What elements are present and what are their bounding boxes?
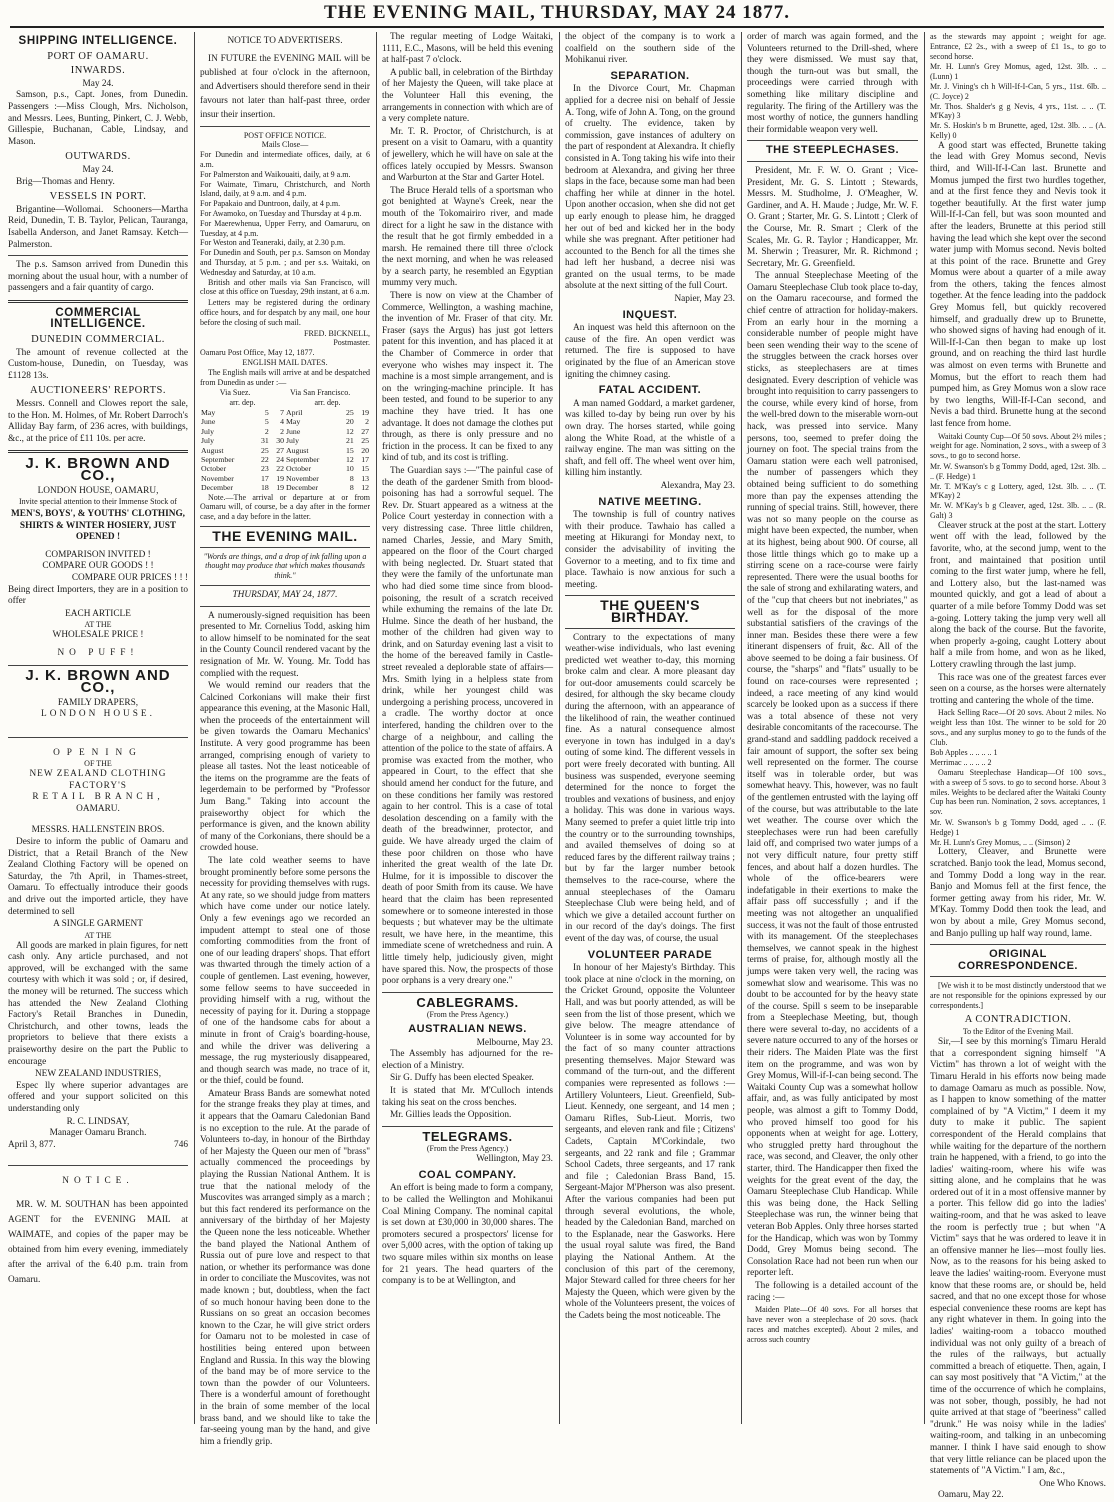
mail-dates-cell: 25 bbox=[361, 436, 369, 446]
shipping-heading: SHIPPING INTELLIGENCE. bbox=[18, 35, 178, 47]
mail-dates-cell: June bbox=[201, 417, 216, 427]
notice-heading: NOTICE. bbox=[62, 1176, 134, 1187]
mail-dates-cell: 15 bbox=[346, 445, 354, 455]
inwards-heading: INWARDS. bbox=[70, 65, 126, 77]
mail-dates-cell: 19 bbox=[361, 407, 369, 417]
mail-dates-cell: 30 bbox=[276, 436, 284, 446]
article-rugs: The late cold weather seems to have brought prominently before some persons the necessity for providing themselves with rugs. At any rate, so we should judge from matters which have come under our notice lately. Only a few evenings ago we recorded an impudent attempt to steal one of those comforting commodities from the front of one of our leading drapers' shops. That effort was thwarted through the timely action of a couple of gentlemen. Last evening, however, some fellow seems to have succeeded in providing himself with a rug, without the necessity of paying for it. During a stoppage of one of the handsome cabs for about a minute in front of Craig's boarding-house, and while the driver was delivering a message, the rug mysteriously disappeared, and though search was made, no trace of it, or the thief, could be found. bbox=[200, 856, 370, 1087]
kb-invite: Invite special attention to their Immense Stock of bbox=[19, 497, 177, 507]
fatal-accident-text: A man named Goddard, a market gardener, was killed to-day by being run over by his own dray. The horses started, while going along the White Road, at the whistle of a railway engine. The man was sitting on the shaft, and fell off. The wheel went over him, killing him instantly. bbox=[565, 398, 735, 479]
outwards-text: Brig—Thomas and Henry. bbox=[16, 176, 115, 187]
mail-dates-cell: 25 bbox=[346, 407, 354, 417]
column-3 bbox=[382, 32, 553, 1424]
contradiction-signature: One Who Knows. bbox=[1039, 1478, 1106, 1489]
mail-dates-row bbox=[200, 436, 370, 445]
article-washing-machine: There is now on view at the Chamber of Commerce, Wellington, a washing machine, the invention of Mr. Fraser of that city. Mr. Fraser (says the Argus) has just got letters patent for this invention, and has placed it at the Chamber of Commerce in order that everyone who wishes may inspect it. The machine is a most simple arrangement, and is on the wringing-machine principle. It has been tested, and found to be superior to any machine they have tried. It has one advantage. It does not damage the clothes put through, as there is only pressure and no friction in the process. It can be fixed to any kind of tub, and its cost is trifling. bbox=[382, 291, 553, 464]
waitaki-race-report: Cleaver struck at the post at the start. Lottery went off with the lead, followed by the favorite, who, at the second jump, went to the front, and maintained that position until coming to the first water jump, where he fell, and Lottery also, but the last-named was mounted quickly, and got a lead of about a quarter of a mile before Tommy Dodd was set a-going. Lottery taking the jump very well all along the back of the course. But the favorite, when properly a-going, caught Lottery about half a mile from home, and won as he liked, Lottery crawling through the last jump. bbox=[930, 520, 1106, 670]
mail-dates-cell: September bbox=[201, 454, 235, 464]
column-4 bbox=[565, 32, 735, 1424]
post-line: For Dunedin and intermediate offices, daily, at 6 a.m. bbox=[200, 150, 370, 169]
inquest-text: An inquest was held this afternoon on the cause of the fire. An open verdict was returned. The fire is supposed to have originated by the flue of an American stove igniting the chimney casing. bbox=[565, 323, 735, 380]
race-entry: Mr. T. M'Kay's c g Lottery, aged, 12st. 3lb. .. .. (T. M'Kay) 2 bbox=[930, 481, 1106, 501]
telegrams-date: Wellington, May 23. bbox=[476, 1154, 553, 1165]
race-entry: Mr. W. M'Kay's b g Cleaver, aged, 12st. 3lb. .. .. (R. Galt) 3 bbox=[930, 501, 1106, 520]
contradiction-date: Oamaru, May 22. bbox=[938, 1490, 1004, 1501]
mail-dates-cell: April bbox=[285, 407, 303, 417]
telegrams-heading: TELEGRAMS. bbox=[422, 1128, 513, 1144]
post-date: Oamaru Post Office, May 12, 1877. bbox=[200, 348, 315, 358]
telegrams-sub: (From the Press Agency.) bbox=[426, 1144, 509, 1154]
dateline: THURSDAY, MAY 24, 1877. bbox=[232, 589, 338, 600]
mail-dates-cell: August bbox=[201, 445, 224, 455]
outwards-date: May 24. bbox=[82, 164, 114, 175]
kb2-brand: J. K. BROWN AND CO., bbox=[25, 667, 171, 696]
article-guardian: The Guardian says :—"The painful case of the death of the gardener Smith from blood-poisoning has had a sorrowful sequel. The Rev. Dr. Stuart appeared as a witness at the Police Court yesterday in connection with a very distressing case. Three little children, named Charles, Jessie, and Mary Smith, appeared on the floor of the Court charged with being neglected. Dr. Stuart stated that they were the family of the unfortunate man who had died some time since from blood-poisoning, the result of a scratch received while exhuming the remains of the late Dr. Hulme. Since the death of her husband, the mother of the children had given way to drink, and on Saturday evening last a visit to the home of the bereaved family in Castle-street revealed a deplorable state of affairs—Mrs. Smith lying in a helpless state from drink, while her youngest child was undergoing a perishing process, uncovered in a cradle. The worthy doctor at once interfered, handing the children over to the charge of a neighbour, and calling the attention of the police to the state of affairs. A promise was exacted from the mother, who appeared in Court, to the effect that she should amend her conduct for the future, and on these conditions her family was restored again to her control. This is a case of total desolation descending on a family with the death of the breadwinner, protector, and guide. We have already urged the claim of these poor children on those who have inherited the great wealth of the late Dr. Hulme, for it is impossible to discover the death of poor Smith from its cause. We have heard that the claim has been represented somewhere or to someone interested in those bequests ; but whatever may be the ultimate result, we have here, in the meantime, this immediate scene of wretchedness and ruin. A little timely help, judiciously given, might have spared this. Now, the prospects of those poor orphans is a very dreary one." bbox=[382, 465, 553, 987]
post-line: For Dunedin and South, per p.s. Samson on Monday and Thursday, at 5 p.m. ; and per s.s. Waitaki, on Wednesday and Saturday, at 10 a.m. bbox=[200, 248, 370, 277]
mail-dates-cell: 15 bbox=[361, 464, 369, 474]
auctioneers-heading: AUCTIONEERS' REPORTS. bbox=[29, 385, 167, 397]
mail-dates-cell: 8 bbox=[349, 483, 354, 493]
arr-dep-label: arr. dep. bbox=[229, 398, 256, 408]
australian-news-heading: AUSTRALIAN NEWS. bbox=[408, 1023, 527, 1036]
mail-dates-cell: June bbox=[285, 426, 301, 436]
queens-birthday-heading: THE QUEEN'S BIRTHDAY. bbox=[600, 597, 700, 625]
kb-stock: MEN'S, BOYS', & YOUTHS' CLOTHING, SHIRTS & WINTER HOSIERY, JUST OPENED ! bbox=[11, 508, 185, 543]
mail-dates-cell: 5 bbox=[264, 417, 269, 427]
mail-dates-row bbox=[200, 474, 370, 483]
mail-dates-cell: 17 bbox=[261, 473, 269, 483]
kb-comparison: COMPARISON INVITED ! bbox=[45, 549, 151, 560]
mail-dates-cell: October bbox=[285, 464, 312, 474]
steeplechase-handicap: Oamaru Steeplechase Handicap—Of 100 sovs., with a sweep of 5 sovs. to go to second horse. About 3 miles. Weights to be declared after the Waitaki County Cup has been run. Nomination, 2 sovs. acceptances, 1 sov. bbox=[930, 768, 1106, 817]
nz-date: April 3, 877. bbox=[8, 1139, 56, 1150]
column-5 bbox=[747, 32, 918, 1424]
column-rule bbox=[376, 32, 377, 1424]
mail-dates-cell: 21 bbox=[346, 436, 354, 446]
nz-messrs: MESSRS. HALLENSTEIN BROS. bbox=[31, 825, 165, 836]
mail-dates-cell: 22 bbox=[276, 464, 284, 474]
post-line: For Papakaio and Duntroon, daily, at 4 p.m. bbox=[200, 199, 341, 209]
mail-dates-cell: May bbox=[201, 407, 216, 417]
mail-dates-cell: December bbox=[285, 483, 319, 493]
steeplechases-heading: THE STEEPLECHASES. bbox=[765, 144, 900, 157]
nz-name: NEW ZEALAND CLOTHING FACTORY'S bbox=[29, 769, 167, 791]
nz-single-garment: A SINGLE GARMENT bbox=[53, 919, 143, 930]
mail-dates-cell: July bbox=[285, 436, 299, 446]
queens-birthday-text: Contrary to the expectations of many weather-wise individuals, who last evening predicted wet weather to-day, this morning broke calm and clear. A more pleasant day for out-door amusements could scarcely be desired, for although the sky became cloudy during the afternoon, with an appearance of the likelihood of rain, the weather continued fine. As a natural consequence almost everyone in town has indulged in a day's outing of some kind. The different vessels in port were freely decorated with bunting. All business was suspended, everyone seeming determined for the nonce to forget the troubles and vexations of business, and enjoy a holiday. This was done in various ways. Many seemed to prefer a quiet little trip into the country or to the surrounding townships, and availed themselves of doing so at reduced fares by the different railway trains ; but by far the larger number betook themselves to the race-course, where the annual steeplechases of the Oamaru Steeplechase Club were being held, and of which we give a detailed account further on in our record of the day's doings. The first event of the day was, of course, the usual bbox=[565, 632, 735, 944]
article-sportsman: The Bruce Herald tells of a sportsman who got benighted at Wayne's Creek, near the mouth of the Tokomairiro river, and made direct for a light he saw in the distance with the result that he got firmly embedded in a marsh. He remained there till three o'clock the next morning, and when he was released by a search party, he resembled an Egyptian mummy very much. bbox=[382, 185, 553, 289]
mail-dates-row bbox=[200, 455, 370, 464]
column-rule bbox=[924, 32, 925, 1424]
mail-dates-cell: August bbox=[285, 445, 309, 455]
english-mail-note: Note.—The arrival or departure at or from Oamaru will, of course, be a day after in the former case, and a day before in the latter. bbox=[200, 492, 370, 522]
mail-dates-cell: 23 bbox=[261, 464, 269, 474]
inquest-date: Napier, May 23. bbox=[674, 294, 735, 305]
column-1 bbox=[8, 32, 188, 1424]
vessels-heading: VESSELS IN PORT. bbox=[49, 191, 147, 203]
mail-dates-cell: 12 bbox=[346, 454, 354, 464]
cablegrams-sub: (From the Press Agency.) bbox=[426, 1010, 509, 1020]
mail-dates-row bbox=[200, 464, 370, 473]
mail-dates-cell: July bbox=[201, 426, 214, 436]
native-meeting-date: Alexandra, May 23. bbox=[660, 480, 735, 491]
contradiction-to: To the Editor of the Evening Mail. bbox=[962, 1027, 1074, 1037]
mail-dates-cell: September bbox=[285, 454, 320, 464]
waitaki-cup: Waitaki County Cup—Of 50 sovs. About 2½ miles ; weight for age. Nomination, 2 sovs., with a sweep of 3 sovs., to go to second horse. bbox=[930, 431, 1106, 461]
aus-text1: The Assembly has adjourned for the re-election of a Ministry. bbox=[382, 1049, 553, 1071]
article-brass-band: Amateur Brass Bands are somewhat noted for the strange freaks they play at times, and it appears that the Oamaru Caledonian Band is no exception to the rule. At the parade of Volunteers to-day, in honour of the Birthday of her Majesty the Queen our men of "brass" actually commenced the proceedings by playing the Russian National Anthem. It is true that the national melody of the Muscovites was arranged simply as a march ; but this fact rendered its performance on the anniversary of the birthday of her Majesty the Queen none the less noticeable. Whether the band played the National Anthem of Russia out of pure love and respect to that nation, or whether its performance was done in order to conciliate the Muscovites, was not made known ; but, doubtless, when the fact of so much honour having been done to the Russians on so great an occasion becomes known to the Czar, he will give strict orders for Oamaru not to be molested in case of hostilities being entered upon between England and Russia. In this way the blowing of the band may be of more service to the town than the powder of our Volunteers. There is a wonderful amount of forethought in the brain of some member of the local brass band, and we should like to take the far-seeing young man by the hand, and give him a friendly grip. bbox=[200, 1088, 370, 1447]
race-entry: Mr. S. Hoskin's b m Brunette, aged, 12st. 3lb. .. .. (A. Kelly) 0 bbox=[930, 121, 1106, 140]
column-rule bbox=[741, 32, 742, 1424]
nz-signature: R. C. LINDSAY, bbox=[66, 1116, 130, 1127]
mail-dates-cell: December bbox=[201, 483, 234, 493]
post-line: For Waimate, Timaru, Christchurch, and North Island, daily, at 9 a.m. and 4 p.m. bbox=[200, 179, 370, 199]
kb-importers: Being direct Importers, they are in a position to offer bbox=[8, 584, 188, 607]
mail-dates-cell: 13 bbox=[361, 473, 369, 483]
kb-house: LONDON HOUSE, OAMARU, bbox=[37, 485, 159, 496]
race-entry: Mr. W. Swanson's b g Tommy Dodd, aged, 12st. 3lb. .. .. (F. Hedge) 1 bbox=[930, 462, 1106, 481]
volunteer-continued: order of march was again formed, and the Volunteers returned to the Drill-shed, where they were dismissed. We must say that, though the turn-out was but small, the proceedings were carried through with something like military discipline and regularity. The firing of the Artillery was the most worthy of notice, the gunners handling their formidable weapon very well. bbox=[747, 32, 918, 135]
mail-dates-row bbox=[200, 483, 370, 492]
coal-text: An effort is being made to form a company, to be called the Wellington and Mohikanui Coal Mining Company. The nominal capital is set down at £30,000 in 30,000 shares. The promoters secured a prospectors' license for over 5,000 acres, with the option of taking up two square miles within six months on lease for 21 years. The head quarters of the company is to be at Wellington, and bbox=[382, 1183, 553, 1287]
mail-dates-row bbox=[200, 446, 370, 455]
nz-signature-title: Manager Oamaru Branch. bbox=[49, 1128, 147, 1139]
race-entry: Mr. H. Lunn's Grey Momus, .. .. (Simson) 2 bbox=[930, 837, 1071, 847]
kb-wholesale: WHOLESALE PRICE ! bbox=[52, 630, 144, 641]
mail-dates-cell: 4 bbox=[280, 417, 284, 427]
post-text2: British and other mails via San Francisco, will close at this office on Tuesday, 29th instant, at 6 a.m. bbox=[200, 277, 370, 297]
race-entry: Merrimac .. .. .. .. 2 bbox=[930, 758, 992, 768]
post-line: For Maerewhenua, Upper Ferry, and Oamaruru, on Tuesday, at 4 p.m. bbox=[200, 218, 370, 238]
post-text3: Letters may be registered during the ordinary office hours, and for despatch by any mail, one hour before the closing of such mail. bbox=[200, 298, 370, 327]
column-6 bbox=[930, 32, 1106, 1501]
mail-dates-cell: 25 bbox=[261, 445, 269, 455]
nz-text3: Espec lly where superior advantages are offered and your support solicited on this understanding only bbox=[8, 1080, 188, 1114]
post-signature: FRED. BICKNELL, bbox=[304, 328, 370, 338]
steeplechase-text: The annual Steeplechase Meeting of the Oamaru Steeplechase Club took place to-day, on the Oamaru racecourse, and formed the chief centre of attraction for holiday-makers. From an early hour in the morning a considerable number of people might have been seen wending their way to the scene of the struggles between the crack horses over sticks, as steeplechasers are at times designated. Every description of vehicle was brought into requisition to carry passengers to the course, while every kind of horse, from the well-bred down to the miserable worn-out hack, was pressed into service. Many persons, too, seemed to prefer doing the journey on foot. The special trains from the Oamaru station were each well patronised, the number of passengers which they obtained being sufficient to do something more than pay the expenses attending the running of special trains. Still, however, there was not so many people on the course as might have been expected, the number, when at its highest, being about 900. Of course, all those little things which go to make up a stirring scene on a race-course were fairly represented. There were the usual booths for the sale of strong and exhilarating waters, and of the "cup that cheers but not inebriates," as well as for the disposal of the more substantial satisfiers of the cravings of the inner man. Besides these there were a few itinerant dispensers of fruit, &c. All of the above seemed to be doing a fair business. Of course, the "sharps" and "flats" usually to be found on race-courses were represented ; indeed, a race meeting of any kind would scarcely be looked upon as a success if there was a total absence of these not very desirable concomitants of the racecourse. The grand-stand and saddling paddock received a fair amount of support, the softer sex being well represented on the former. The course itself was in tolerable order, but was somewhat heavy. This, however, was no fault of the gentlemen entrusted with the laying off of the course, but was attributable to the late wet weather. The course over which the steeplechases were run had been carefully laid off, and comprised two water jumps of a not very difficult nature, four pretty stiff fences, and about half a dozen hurdles. The whole of the office-bearers were indefatigable in their exertions to make the affair pass off successfully ; and if the meeting was not altogether an unqualified success, it was not the fault of those entrusted with its management. Of the steeplechases themselves, we cannot speak in the highest terms of praise, for, although mostly all the jumps were taken very well, the racing was somewhat slow and wearisome. This was no doubt to be accounted for by the heavy state of the course. Spill s seem to be inseparable from a Steeplechase Meeting, but, though there were several to-day, no accidents of a severe nature occurred to any of the horses or their riders. The Maiden Plate was the first item on the programme, and was won by Grey Momus, Will-if-I-can being second. The Waitaki County Cup was a somewhat hollow affair, and, as was fully anticipated by most people, was almost a gift to Tommy Dodd, who proved himself too good for his opponents when at weight for age. Lottery, who struggled pretty hard throughout the race, was second, and Cleaver, the only other starter, third. The Handicapper then fixed the weights for the great event of the day, the Oamaru Steeplechase Club Handicap. While this was being done, the Hack Selling Steeplechase was run, the winner being that veteran Bob Apples. Only three horses started for the Handicap, which was won by Tommy Dodd, Grey Momus being second. The Consolation Race had not been run when our reporter left. bbox=[747, 271, 918, 1279]
kb-no-puff: NO PUFF! bbox=[57, 647, 139, 658]
correspondence-heading: ORIGINAL CORRESPONDENCE. bbox=[958, 948, 1078, 972]
mail-dates-cell: 27 bbox=[361, 426, 369, 436]
volunteer-parade-heading: VOLUNTEER PARADE bbox=[587, 948, 713, 961]
column-rule bbox=[559, 32, 560, 1424]
mail-dates-row bbox=[200, 408, 370, 417]
mail-dates-cell: 7 bbox=[280, 407, 284, 417]
samson-text: The p.s. Samson arrived from Dunedin this morning about the usual hour, with a number of passengers and a fair quantity of cargo. bbox=[8, 260, 188, 294]
masthead-title: THE EVENING MAIL, THURSDAY, MAY 24 1877. bbox=[324, 2, 790, 23]
separation-heading: SEPARATION. bbox=[610, 69, 690, 82]
nz-at-the: AT THE bbox=[84, 930, 112, 940]
mail-dates-cell: 20 bbox=[346, 417, 354, 427]
article-todd: A numerously-signed requisition has been presented to Mr. Cornelius Todd, asking him to allow himself to be nominated for the seat in the County Council rendered vacant by the resignation of Mr. W. Young. Mr. Todd has complied with the request. bbox=[200, 610, 370, 679]
race-entry: Mr. W. Swanson's b g Tommy Dodd, aged .. .. (F. Hedge) 1 bbox=[930, 818, 1106, 837]
native-meeting-heading: NATIVE MEETING. bbox=[598, 495, 702, 508]
maiden-entries bbox=[930, 62, 1106, 140]
arr-dep-label: arr. dep. bbox=[314, 398, 341, 408]
mail-dates-cell: October bbox=[201, 464, 227, 474]
kb2-drapers: FAMILY DRAPERS, bbox=[57, 697, 139, 708]
post-line: For Palmerston and Waikouaiti, daily, at 9 a.m. bbox=[200, 169, 351, 179]
post-office-sub: Mails Close— bbox=[261, 140, 309, 150]
article-lodge: The regular meeting of Lodge Waitaki, 1111, E.C., Masons, will be held this evening at half-past 7 o'clock. bbox=[382, 32, 553, 66]
steeplechase-detailed: The following is a detailed account of the racing :— bbox=[747, 1280, 918, 1303]
mail-dates-cell: 2 bbox=[365, 417, 369, 427]
post-line: For Weston and Teaneraki, daily, at 2.30 p.m. bbox=[200, 238, 346, 248]
mail-dates-table bbox=[200, 408, 370, 493]
handicap-entries bbox=[930, 818, 1106, 847]
mail-dates-cell: May bbox=[285, 417, 301, 427]
native-meeting-text: The township is full of country natives with their produce. Tawhaio has called a meeting at Hikurangi for Monday next, to consider the advisability of inviting the Governor to a meeting, and to fix time and place. Tawhaio is now anxious for such a meeting. bbox=[565, 510, 735, 590]
motto: "Words are things, and a drop of ink falling upon a thought may produce that which makes thousands think." bbox=[203, 551, 367, 581]
mail-dates-cell: 18 bbox=[261, 483, 269, 493]
waitaki-race-report-2: This race was one of the greatest farces ever seen on a course, as the horses were alternately trotting and cantering the whole of the time. bbox=[930, 672, 1106, 706]
waitaki-entries bbox=[930, 462, 1106, 521]
nz-text2: All goods are marked in plain figures, for nett cash only. Any article purchased, and not approved, will be exchanged with the same courtesy with which it was sold ; or, if desired, the money will be returned. The success which has attended the New Zealand Clothing Factory's Retail Branches in Dunedin, Christchurch, and other towns, leads the proprietors to believe that there exists a praiseworthy desire on the part the Public to encourage bbox=[8, 940, 188, 1067]
mail-dates-cell: 22 bbox=[261, 454, 269, 464]
notice-text: MR. W. M. SOUTHAN has been appointed AGENT for the EVENING MAIL at WAIMATE, and copies of the paper may be obtained from him every evening, immediately after the arrival of the 6.40 p.m. train from Oamaru. bbox=[8, 1199, 188, 1285]
mail-dates-cell: November bbox=[285, 473, 319, 483]
english-mail-text: The English mails will arrive at and be despatched from Dunedin as under :— bbox=[200, 367, 370, 387]
nz-branch: RETAIL BRANCH, bbox=[32, 792, 164, 803]
masthead-rule bbox=[10, 26, 1104, 28]
mail-dates-cell: 2 bbox=[264, 426, 269, 436]
volunteer-parade-text: In honour of her Majesty's Birthday. This took place at nine o'clock in the morning, on the Cricket Ground, opposite the Volunteer Hall, and was but poorly attended, as will be seen from the list of those present, which we give below. The meagre attendance of Volunteer is in some way accounted for by the fact of so many counter attractions presenting themselves. Major Steward was command of the turn-out, and the different companies were represented as follows :—Artillery Volunteers, Lieut. Greenfield, Sub-Lieut. Kennedy, one sergeant, and 14 men ; Oamaru Rifles, Sub-Lieut. Morris, two sergeants, and eleven rank and file ; Citizens' Cadets, Captain M'Corkindale, two sergeants, and 22 rank and file ; Grammar School Cadets, three sergeants, and 17 rank and file ; Caledonian Brass Band, 15. Sergeant-Major M'Pherson was also present. After the various companies had been put through several evolutions, the whole, headed by the Caledonian Band, marched on to the Esplanade, near the Gasworks. Here the usual royal salute was fired, the Band playing the National Anthem. At the conclusion of this part of the ceremony, Major Steward called for three cheers for her Majesty the Queen, which were given by the whole of the Volunteers present, the voices of the Cadets being the most noticeable. The bbox=[565, 963, 735, 1321]
maiden-plate: Maiden Plate—Of 40 sovs. For all horses that have never won a steeplechase of 20 sovs. (hack races and matches excepted). About 2 miles, and across such country bbox=[747, 1305, 918, 1344]
post-office-list bbox=[200, 150, 370, 522]
kb-each-article: EACH ARTICLE bbox=[65, 608, 131, 619]
mail-dates-cell: 31 bbox=[261, 436, 269, 446]
port-heading: PORT OF OAMARU. bbox=[47, 50, 149, 62]
via-suez: Via Suez. bbox=[219, 388, 251, 398]
kb-compare-prices: COMPARE OUR PRICES ! ! ! bbox=[71, 572, 188, 583]
nz-text1: Desire to inform the public of Oamaru and District, that a Retail Branch of the New Zealand Clothing Factory will be opened on Saturday, the 7th April, in Thames-street, Oamaru. To effectually introduce their goods and drive out the imported article, they have determined to sell bbox=[8, 837, 188, 917]
inquest-heading: INQUEST. bbox=[622, 308, 678, 321]
article-proctor: Mr. T. R. Proctor, of Christchurch, is at present on a visit to Oamaru, with a quantity of jewellery, which he will have on sale at the offices lately occupied by Messrs. Swanson and Warburton at the Star and Garter Hotel. bbox=[382, 126, 553, 184]
cablegrams-heading: CABLEGRAMS. bbox=[416, 994, 519, 1010]
race-entry: Mr. H. Lunn's Grey Momus, aged, 12st. 3lb. .. .. (Lunn) 1 bbox=[930, 62, 1106, 82]
coal-company-heading: COAL COMPANY. bbox=[418, 1168, 517, 1181]
separation-text: In the Divorce Court, Mr. Chapman applied for a decree nisi on behalf of Jessie A. Tong, wife of John A. Tong, on the ground of cruelty. The evidence, taken by commission, gave instances of adultery on the part of respondent at Alexandra. It chiefly consisted in A. Tong taking his wife into their bedroom at Alexandra, and giving her three slaps in the face, because some man had been chaffing her while at dinner in the hotel. Upon another occasion, when she did not get up early enough to please him, he dragged her out of bed and kicked her in the body while she was pregnant. After petitioner had accounted to the Bench for all the times she had left her husband, a decree nisi was granted on the usual terms, to be made absolute at the next sitting of the full Court. bbox=[565, 84, 735, 292]
race-entry: Bob Apples .. .. .. .. 1 bbox=[930, 748, 998, 758]
mail-dates-row bbox=[200, 427, 370, 436]
hack-entries bbox=[930, 748, 1106, 768]
mail-dates-cell: 2 bbox=[280, 426, 284, 436]
mail-dates-cell: 10 bbox=[346, 464, 354, 474]
maiden-continued: as the stewards may appoint ; weight for age. Entrance, £2 2s., with a sweep of £1 1s., to go to second horse. bbox=[930, 32, 1106, 61]
australian-news-date: Melbourne, May 23. bbox=[476, 1037, 553, 1048]
aus-text3: It is stated that Mr. M'Culloch intends taking his seat on the cross benches. bbox=[382, 1086, 553, 1108]
nz-oamaru: OAMARU. bbox=[76, 803, 120, 814]
inwards-date: May 24. bbox=[82, 78, 114, 89]
via-san-francisco: Via San Francisco. bbox=[290, 388, 351, 398]
maiden-race-report: A good start was effected, Brunette taking the lead with Grey Momus second, Nevis third, and Will-If-I-Can last. Brunette and Momus jumped the first two hurdles together, and at the first fence they and Nevis took it together beautifully. At the first water jump Will-If-I-Can fell, but was soon mounted and after the leaders, Brunette at this period still having the lead which she kept over the second water jump with Momus second. Nevis bolted at this point of the race. Brunette and Grey Momus were about a quarter of a mile away from the others, taking the fences almost together. At the fence leading into the paddock Grey Momus fell, but quickly recovered himself, and gradually drew up to Brunette, who showed signs of having had enough of it. Will-If-I-Can then began to make up lost ground, and on reaching the third last hurdle was almost on even terms with Brunette and Momus, but the effort to reach them had pumped him, as Grey Momus won a slow race by two lengths, Will-If-I-Can second, and Nevis a bad third. Brunette hung at the second last fence from home. bbox=[930, 140, 1106, 430]
fatal-accident-heading: FATAL ACCIDENT. bbox=[598, 384, 702, 397]
evening-mail-heading: THE EVENING MAIL. bbox=[212, 527, 358, 544]
mail-dates-cell: November bbox=[201, 473, 234, 483]
mail-dates-row bbox=[200, 417, 370, 426]
steeplechase-officials: President, Mr. F. W. O. Grant ; Vice-President, Mr. G. S. Lintott ; Stewards, Messrs. M. Studholme, J. O'Meagher, W. Gardiner, and A. H. Maude ; Judge, Mr. W. F. O. Grant ; Starter, Mr. G. S. Lintott ; Clerk of the Course, Mr. R. Smart ; Clerk of the Scales, Mr. G. R. Taylor ; Handicapper, Mr. M. Sherwin ; Treasurer, Mr. R. Richmond ; Secretary, Mr. G. Greenfield. bbox=[747, 165, 918, 269]
nz-ad-number: 746 bbox=[174, 1139, 188, 1150]
auctioneers-text: Messrs. Connell and Clowes report the sale, to the Hon. M. Holmes, of Mr. Robert Darroch's Alliday Bay farm, of 236 acres, with buildings, &c., at the price of £11 10s. per acre. bbox=[8, 399, 188, 444]
column-2 bbox=[200, 32, 370, 1447]
dunedin-text: The amount of revenue collected at the Custom-house, Dunedin, on Tuesday, was £1128 13s. bbox=[8, 347, 188, 381]
hack-selling-race: Hack Selling Race—Of 20 sovs. About 2 miles. No weight less than 10st. The winner to be sold for 20 sovs., and any surplus money to go to the funds of the Club. bbox=[930, 708, 1106, 747]
mail-dates-cell: July bbox=[201, 436, 214, 446]
mail-dates-cell: 20 bbox=[361, 445, 369, 455]
advertisers-heading: NOTICE TO ADVERTISERS. bbox=[227, 36, 343, 46]
aus-text4: Mr. Gillies leads the Opposition. bbox=[390, 1110, 512, 1121]
race-entry: Mr. J. Vining's ch h Will-If-I-Can, 5 yrs., 11st. 6lb. .. (C. Joyce) 2 bbox=[930, 81, 1106, 101]
mail-dates-cell: 19 bbox=[276, 473, 284, 483]
nz-of-the: OF THE bbox=[84, 759, 112, 769]
kb-at-the: AT THE bbox=[84, 620, 112, 630]
handicap-race-report: Lottery, Cleaver, and Brunette were scratched. Banjo took the lead, Momus second, and Tommy Dodd a long way in the rear. Banjo and Momus fell at the first fence, the former getting away from his rider, Mr. W. M'Kay. Tommy Dodd then took the lead, and won by about a mile, Grey Momus second, and Banjo pulling up half way round, lame. bbox=[930, 847, 1106, 939]
coal-continued: the object of the company is to work a coalfield on the southern side of the Mohikanui river. bbox=[565, 32, 735, 66]
mail-dates-cell: 27 bbox=[276, 445, 284, 455]
mail-dates-cell: 12 bbox=[361, 483, 369, 493]
post-line: For Awamoko, on Tuesday and Thursday at 4 p.m. bbox=[200, 208, 362, 218]
kb-brand: J. K. BROWN AND CO., bbox=[25, 455, 171, 484]
dunedin-commercial-heading: DUNEDIN COMMERCIAL. bbox=[31, 334, 165, 346]
correspondence-note: [We wish it to be most distinctly understood that we are not responsible for the opinions expressed by our correspondents.] bbox=[930, 981, 1106, 1010]
contradiction-heading: A CONTRADICTION. bbox=[964, 1013, 1072, 1025]
aus-text2: Sir G. Duffy has been elected Speaker. bbox=[390, 1073, 534, 1084]
mail-dates-cell: 12 bbox=[346, 426, 354, 436]
mail-dates-cell: 24 bbox=[276, 454, 284, 464]
article-corkonians: We would remind our readers that the Calcined Corkonians will make their first appearance this evening, at the Masonic Hall, when the proceeds of the entertainment will be given towards the Oamaru Mechanics' Institute. A very good programme has been arranged, comprising enough of variety to please all tastes. Not the least noticeable of the items on the programme are the feats of legerdemain to be performed by "Professor Jum Bang." Taking into account the praiseworthy object for which the performance is given, and the known ability of many of the Corkonians, there should be a crowded house. bbox=[200, 681, 370, 854]
article-ball: A public ball, in celebration of the Birthday of her Majesty the Queen, will take place at the Volunteer Hall this evening, the arrangements in connection with which are of a very complete nature. bbox=[382, 67, 553, 125]
vessels-text: Brigantine—Wollomai. Schooners—Martha Reid, Dunedin, T. B. Taylor, Pelican, Tauranga, Isabella Anderson, and Janet Ramsay. Ketch—Palmerston. bbox=[8, 204, 188, 250]
kb2-london: LONDON HOUSE. bbox=[41, 709, 155, 720]
advertisers-text: IN FUTURE the EVENING MAIL will be published at four o'clock in the afternoon, and Advertisers should therefore send in their favours not later than half-past three, order insur their insertion. bbox=[200, 53, 370, 120]
outwards-heading: OUTWARDS. bbox=[65, 151, 131, 163]
race-entry: Mr. Thos. Shalder's g g Nevis, 4 yrs., 11st. .. .. (T. M'Kay) 3 bbox=[930, 101, 1106, 121]
commercial-heading: COMMERCIAL INTELLIGENCE. bbox=[50, 306, 146, 331]
column-rule bbox=[194, 32, 195, 1424]
contradiction-text: Sir,—I see by this morning's Timaru Herald that a correspondent signing himself "A Victim" has thrown a lot of weight with the Timaru Herald in his efforts now being made to damage Oamaru as much as possible. Now, as I happen to know something of the matter complained of by "A Victim," I deem it my duty to make it public. The sapient correspondent of the Herald complains that while waiting for the departure of the northern train he happened, with a friend, to go into the ladies' waiting-room, where his wife was sitting alone, and he complains that he was ordered out of it in a most offensive manner by a porter. This fellow did go into the ladies' waiting-room, and that he was asked to leave the room is perfectly true ; but when "A Victim" says that he was ordered to leave it in an offensive manner he lies—most foully lies. Now, as to the reasons for his being asked to leave the ladies' waiting-room. Everyone must know that these rooms are, or should be, held sacred, and that no one except those for whose especial convenience these rooms are kept has any right whatever in them. In going into the ladies' waiting-room a tobacco mouthed individual was not only guilty of a breach of the rules of the railways, but actually committed a breach of etiquette. Then, again, I can say most positively that "A Victim," at the time of the occurrence of which he complains, was not sober, though, possibly, he had not quite arrived at that stage of "beeriness" called "drunk." He was noisy while in the ladies' waiting-room, and talking in an unbecoming manner. I think I have said enough to show that very little reliance can be placed upon the statements of "A Victim." I am, &c., bbox=[930, 1037, 1106, 1477]
nz-opening: OPENING bbox=[53, 747, 143, 758]
mail-dates-cell: 19 bbox=[276, 483, 284, 493]
kb-compare-goods: COMPARE OUR GOODS ! ! bbox=[42, 561, 154, 572]
post-signature-title: Postmaster. bbox=[333, 338, 370, 348]
inwards-text: Samson, p.s., Capt. Jones, from Dunedin. Passengers :—Miss Clough, Mrs. Nicholson, and Messrs. Lees, Bunting, Pinkert, C. J. Webb, Gillespie, Buchanan, Cable, Lindsay, and Mason. bbox=[8, 90, 188, 147]
mail-dates-cell: 17 bbox=[361, 454, 369, 464]
mail-dates-cell: 5 bbox=[264, 407, 269, 417]
nz-industries: NEW ZEALAND INDUSTRIES, bbox=[34, 1069, 162, 1080]
post-office-heading: POST OFFICE NOTICE. bbox=[243, 130, 327, 140]
mail-dates-cell: 8 bbox=[349, 473, 354, 483]
english-mail-heading: ENGLISH MAIL DATES. bbox=[242, 357, 328, 367]
